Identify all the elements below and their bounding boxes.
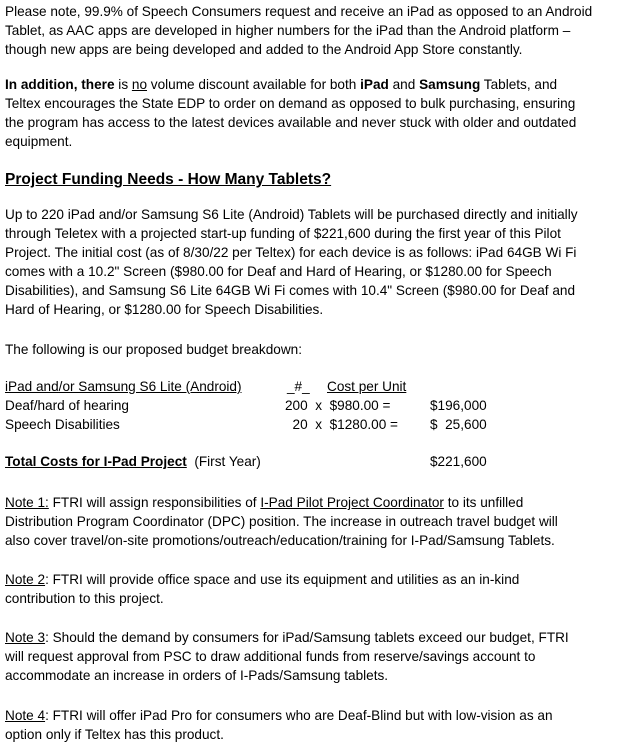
volume-first-line: In addition, there is no volume discount available for both iPad and Samsung Tablets, and: [5, 77, 558, 92]
funding-line: comes with a 10.2" Screen ($980.00 for Deaf and Hard of Hearing, or $1280.00 for Speech: [5, 264, 552, 279]
intro-paragraph: [5, 2, 617, 59]
funding-line: through Teletex with a projected start-up funding of $221,600 during the first year of this Pilot: [5, 226, 561, 241]
count-column-header: _#_: [287, 379, 310, 394]
note-line: Distribution Program Coordinator (DPC) position. The increase in outreach travel budget will: [5, 514, 558, 529]
funding-line: Disabilities), and Samsung S6 Lite 64GB Wi Fi comes with 10.4" Screen ($980.00 for Deaf and: [5, 283, 576, 298]
note-line: option only if Teltex has this product.: [5, 727, 224, 742]
budget-table: [5, 377, 617, 471]
total-note: (First Year): [186, 454, 261, 469]
budget-calc: 20 x $1280.00 =: [285, 417, 398, 432]
note-line: accommodate an increase in orders of I-Pads/Samsung tablets.: [5, 668, 389, 683]
note-line: will request approval from PSC to draw additional funds from reserve/savings account to: [5, 649, 536, 664]
total-value: $221,600: [430, 454, 487, 469]
funding-line: Hard of Hearing, or $1280.00 for Speech Disabilities.: [5, 302, 324, 317]
budget-row: [5, 396, 617, 415]
note-label: Note 4: [5, 708, 46, 723]
note-label: Note 3: [5, 630, 46, 645]
note-label: Note 2: [5, 572, 46, 587]
total-label: Total Costs for I-Pad Project: [5, 454, 187, 469]
volume-discount-paragraph: [5, 75, 617, 151]
note-label: Note 1:: [5, 495, 49, 510]
note-1: Note 1: FTRI will assign responsibilities of I-Pad Pilot Project Coordinator to its unfilled Distribution Program Coordinator (DPC) position. The increase in outreach travel budget will also cover travel/on-site promotions/outreach/education/training for I-Pad/Samsung Tablets.: [5, 493, 617, 550]
note-line: also cover travel/on-site promotions/outreach/education/training for I-Pad/Samsung Tablets.: [5, 533, 555, 548]
section-heading: Project Funding Needs - How Many Tablets?: [5, 171, 332, 188]
cost-column-header: Cost per Unit: [327, 379, 407, 394]
volume-line: equipment.: [5, 134, 73, 149]
budget-row: [5, 415, 617, 434]
note-line: contribution to this project.: [5, 591, 164, 606]
intro-line: Tablet, as AAC apps are developed in higher numbers for the iPad than the Android platform –: [5, 23, 571, 38]
budget-total: $ 25,600: [430, 417, 487, 432]
budget-item: Deaf/hard of hearing: [5, 398, 129, 413]
budget-header-row: [5, 377, 617, 396]
intro-line: though new apps are being developed and added to the Android App Store constantly.: [5, 42, 523, 57]
note-4: Note 4: FTRI will offer iPad Pro for consumers who are Deaf-Blind but with low-vision as an option only if Teltex has this product.: [5, 706, 617, 744]
budget-intro: The following is our proposed budget breakdown:: [5, 342, 302, 357]
funding-paragraph: [5, 205, 617, 319]
no-emphasis: no: [131, 77, 148, 92]
budget-total-row: [5, 452, 617, 471]
funding-line: Project. The initial cost (as of 8/30/22 per Teltex) for each device is as follows: iPad 64GB Wi Fi: [5, 245, 577, 260]
total-label-group: [5, 452, 261, 471]
budget-total: $196,000: [430, 398, 487, 413]
note-2: Note 2: FTRI will provide office space and use its equipment and utilities as an in-kind contribution to this project.: [5, 570, 617, 608]
coordinator-title: I-Pad Pilot Project Coordinator: [260, 495, 444, 510]
budget-item: Speech Disabilities: [5, 417, 120, 432]
volume-line: Teltex encourages the State EDP to order on demand as opposed to bulk purchasing, ensuring: [5, 96, 576, 111]
intro-line: Please note, 99.9% of Speech Consumers request and receive an iPad as opposed to an Android: [5, 4, 593, 19]
note-3: Note 3: Should the demand by consumers for iPad/Samsung tablets exceed our budget, FTRI will request approval from PSC to draw additional funds from reserve/savings account to accommodate an increase in orders of I-Pads/Samsung tablets.: [5, 628, 617, 685]
funding-line: Up to 220 iPad and/or Samsung S6 Lite (Android) Tablets will be purchased directly and initially: [5, 207, 578, 222]
item-column-header: iPad and/or Samsung S6 Lite (Android): [5, 379, 242, 394]
budget-calc: 200 x $980.00 =: [285, 398, 391, 413]
ipad-emphasis: iPad: [360, 77, 389, 92]
samsung-emphasis: Samsung: [419, 77, 481, 92]
volume-lead: In addition, there: [5, 77, 115, 92]
volume-line: the program has access to the latest devices available and never stuck with older and outdated: [5, 115, 577, 130]
